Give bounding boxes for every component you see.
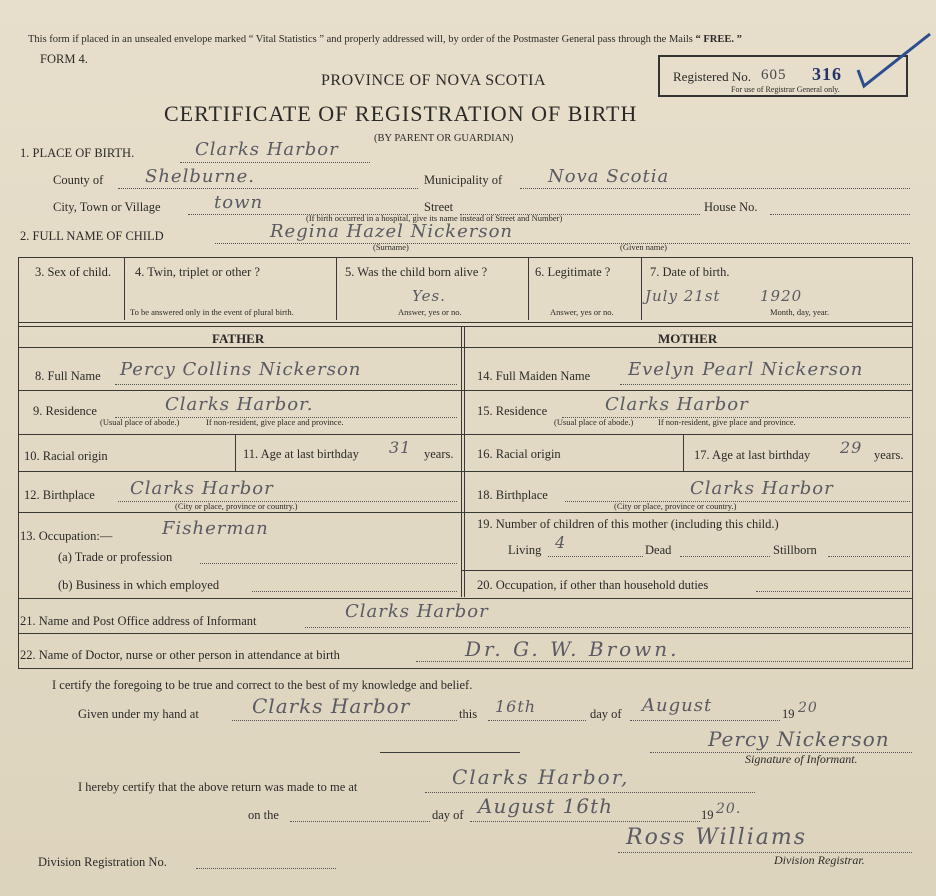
given-place-value: Clarks Harbor [252, 694, 411, 718]
certificate-subtitle: (BY PARENT OR GUARDIAN) [374, 133, 514, 144]
return-date-value: August 16th [478, 794, 614, 818]
date-of-birth-year: 1920 [760, 287, 803, 305]
date-of-birth-label: 7. Date of birth. [650, 265, 730, 279]
stillborn-label: Stillborn [773, 543, 817, 557]
mother-nonresident-note: If non-resident, give place and province. [658, 417, 796, 427]
county-value: Shelburne. [145, 166, 256, 187]
given-day-value: 16th [495, 697, 537, 716]
form-number: FORM 4. [40, 52, 88, 66]
house-label: House No. [704, 200, 758, 214]
date-note: Month, day, year. [770, 307, 830, 317]
business-label: (b) Business in which employed [58, 578, 220, 592]
doctor-label: 22. Name of Doctor, nurse or other person in attendance at birth [20, 648, 340, 662]
children-label: 19. Number of children of this mother (including this child.) [477, 517, 779, 531]
father-name-label: 8. Full Name [35, 369, 101, 383]
city-value: town [214, 192, 264, 213]
father-nonresident-note: If non-resident, give place and province. [206, 417, 344, 427]
father-residence-label: 9. Residence [33, 404, 97, 418]
place-of-birth-value: Clarks Harbor [195, 139, 339, 160]
place-of-birth-label: 1. PLACE OF BIRTH. [20, 146, 135, 160]
father-name-value: Percy Collins Nickerson [120, 359, 362, 380]
twin-note: To be answered only in the event of plural birth. [130, 307, 294, 317]
county-label: County of [53, 173, 104, 187]
father-age-value: 31 [389, 438, 412, 457]
registered-label: Registered No. [673, 69, 751, 84]
this-label: this [459, 707, 478, 721]
father-birthplace-label: 12. Birthplace [24, 488, 95, 502]
father-age-label: 11. Age at last birthday [243, 447, 359, 461]
father-racial-label: 10. Racial origin [24, 449, 108, 463]
signature-informant-label: Signature of Informant. [745, 752, 858, 766]
alive-label: 5. Was the child born alive ? [345, 265, 488, 279]
mother-birthplace-label: 18. Birthplace [477, 488, 548, 502]
given-name-note: (Given name) [620, 242, 667, 252]
day-of-label-2: day of [432, 808, 464, 822]
mother-age-value: 29 [840, 438, 863, 457]
day-of-label: day of [590, 707, 622, 721]
registration-number: 316 [812, 64, 842, 84]
postal-notice-text: This form if placed in an unsealed envelope marked “ Vital Statistics ” and properly addressed will, by order of the Postmaster General pass through the Mails [28, 34, 696, 45]
free-text: “ FREE. ” [695, 34, 742, 45]
informant-value: Clarks Harbor [345, 601, 489, 622]
surname-note: (Surname) [373, 242, 409, 252]
division-registrar-label: Division Registrar. [774, 853, 865, 867]
twin-label: 4. Twin, triplet or other ? [135, 265, 260, 279]
father-years-label: years. [424, 447, 454, 461]
informant-label: 21. Name and Post Office address of Informant [20, 614, 257, 628]
father-birthplace-note: (City or place, province or country.) [175, 501, 298, 511]
mother-residence-value: Clarks Harbor [605, 394, 749, 415]
doctor-value: Dr. G. W. Brown. [465, 637, 680, 661]
date-of-birth-monthday: July 21st [645, 287, 721, 305]
given-year-prefix: 19 [782, 707, 795, 721]
mother-abode-note: (Usual place of abode.) [554, 417, 634, 427]
legitimate-label: 6. Legitimate ? [535, 265, 611, 279]
return-year-prefix: 19 [701, 808, 714, 822]
certificate-title: CERTIFICATE OF REGISTRATION OF BIRTH [164, 101, 638, 126]
registration-note: For use of Registrar General only. [731, 85, 840, 94]
municipality-label: Municipality of [424, 173, 503, 187]
division-registration-label: Division Registration No. [38, 855, 167, 869]
registrar-signature: Ross Williams [626, 825, 808, 850]
mother-residence-label: 15. Residence [477, 404, 548, 418]
child-name-value: Regina Hazel Nickerson [270, 221, 513, 242]
city-label: City, Town or Village [53, 200, 161, 214]
given-under-label: Given under my hand at [78, 707, 199, 721]
certify-text: I certify the foregoing to be true and correct to the best of my knowledge and belief. [52, 678, 473, 692]
mother-birthplace-note: (City or place, province or country.) [614, 501, 737, 511]
father-heading: FATHER [212, 331, 265, 346]
return-place-value: Clarks Harbor, [452, 765, 630, 789]
informant-signature: Percy Nickerson [708, 727, 890, 751]
postal-notice [28, 34, 742, 45]
father-residence-value: Clarks Harbor. [165, 394, 314, 415]
check-mark-icon [850, 28, 936, 92]
mother-occupation-label: 20. Occupation, if other than household duties [477, 578, 709, 592]
father-birthplace-value: Clarks Harbor [130, 478, 274, 499]
alive-value: Yes. [412, 287, 446, 305]
father-occupation-label: 13. Occupation:— [20, 529, 113, 543]
hospital-note: (If birth occurred in a hospital, give its name instead of Street and Number) [306, 213, 563, 223]
sex-label: 3. Sex of child. [35, 265, 112, 279]
living-value: 4 [555, 533, 567, 552]
father-abode-note: (Usual place of abode.) [100, 417, 180, 427]
street-label: Street [424, 200, 454, 214]
child-name-label: 2. FULL NAME OF CHILD [20, 229, 164, 243]
living-label: Living [508, 543, 542, 557]
mother-age-label: 17. Age at last birthday [694, 448, 811, 462]
mother-name-label: 14. Full Maiden Name [477, 369, 591, 383]
mother-name-value: Evelyn Pearl Nickerson [628, 359, 864, 380]
mother-years-label: years. [874, 448, 904, 462]
municipality-value: Nova Scotia [548, 166, 670, 187]
dead-label: Dead [645, 543, 672, 557]
on-the-label: on the [248, 808, 279, 822]
return-year-value: 20. [716, 801, 742, 817]
mother-heading: MOTHER [658, 331, 718, 346]
registration-prefix: 605 [761, 67, 787, 83]
mother-racial-label: 16. Racial origin [477, 447, 561, 461]
alive-note: Answer, yes or no. [398, 307, 462, 317]
mother-birthplace-value: Clarks Harbor [690, 478, 834, 499]
trade-label: (a) Trade or profession [58, 550, 173, 564]
father-occupation-value: Fisherman [162, 518, 269, 539]
legitimate-note: Answer, yes or no. [550, 307, 614, 317]
given-year-value: 20 [798, 700, 818, 716]
province-heading: PROVINCE OF NOVA SCOTIA [321, 72, 547, 89]
return-text: I hereby certify that the above return was made to me at [78, 780, 358, 794]
given-month-value: August [642, 695, 713, 716]
